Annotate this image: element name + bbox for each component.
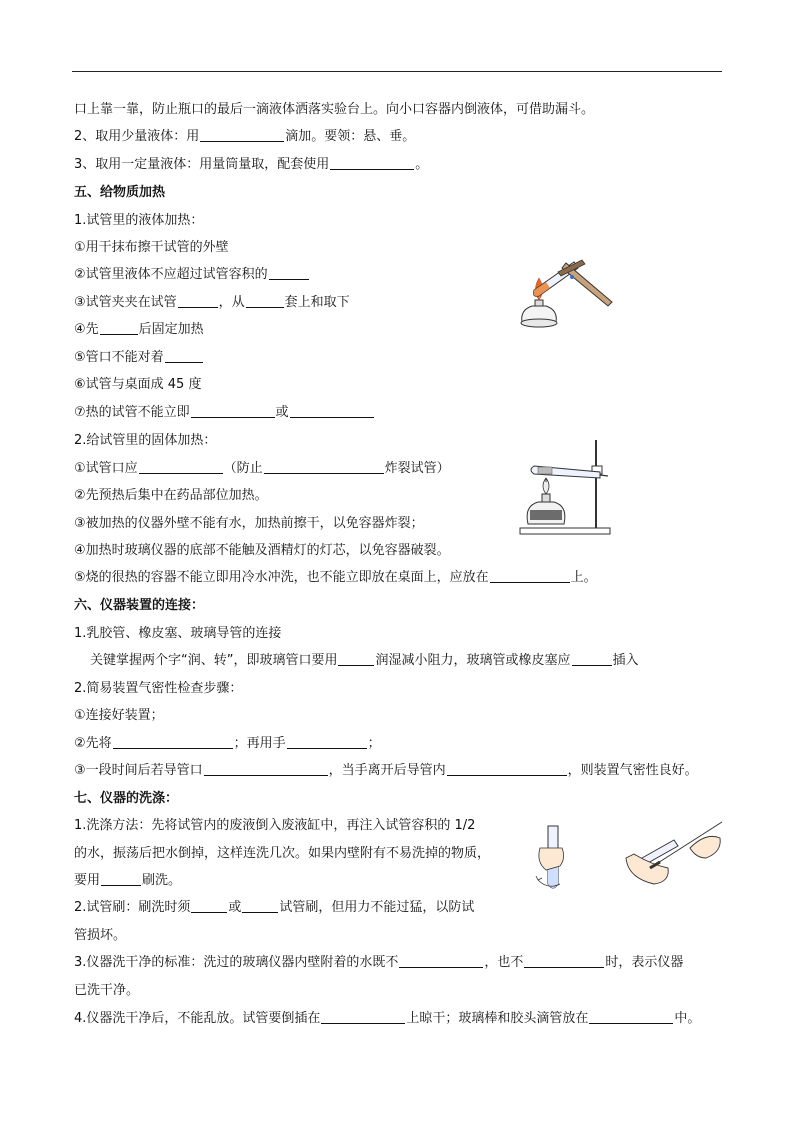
text-line: 1.乳胶管、橡皮塞、玻璃导管的连接 [74,626,282,641]
fill-blank[interactable] [589,1011,673,1024]
text-line: ③一段时间后若导管口 ，当手离开后导管内 ，则装置气密性良好。 [74,763,698,778]
text-line: 2、取用少量液体：用 滴加。要领：悬、垂。 [74,129,416,144]
fill-blank[interactable] [524,955,604,968]
fill-blank[interactable] [178,295,218,308]
text-line: ⑥试管与桌面成 45 度 [74,377,202,392]
text-line: 4.仪器洗干净后，不能乱放。试管要倒插在 上晾干；玻璃棒和胶头滴管放在 中。 [74,1011,701,1026]
text-line: 管损坏。 [74,928,127,943]
text-line: 3.仪器洗干净的标准：洗过的玻璃仪器内壁附着的水既不 ，也不 时，表示仪器 [74,955,684,970]
text-line: 关键掌握两个字“润、转”，即玻璃管口要用 润湿减小阻力，玻璃管或橡皮塞应 插入 [90,653,639,668]
text-line: ⑦热的试管不能立即 或 [74,405,375,421]
section-heading: 五、给物质加热 [74,185,166,200]
fill-blank[interactable] [100,322,138,335]
text-line: 2.试管刷：刷洗时须 或 试管刷，但用力不能过猛，以防试 [74,900,475,915]
fill-blank[interactable] [290,405,374,418]
test-tube-liquid-heating-icon [512,250,618,338]
text-line: ④先 后固定加热 [74,322,204,337]
header-rule [72,71,722,72]
text-line: ①连接好装置； [74,708,164,723]
text-line: ③被加热的仪器外壁不能有水，加热前擦干，以免容器炸裂； [74,516,424,531]
text-line: 已洗干净。 [74,983,140,998]
fill-blank[interactable] [200,129,284,142]
fill-blank[interactable] [139,461,223,474]
fill-blank[interactable] [264,461,384,474]
fill-blank[interactable] [447,763,567,776]
fill-blank[interactable] [321,1011,405,1024]
fill-blank[interactable] [330,157,414,170]
text-line: 要用 刷洗。 [74,873,182,888]
fill-blank[interactable] [572,653,612,666]
text-line: ⑤管口不能对着 [74,350,204,366]
fill-blank[interactable] [269,267,309,280]
test-tube-solid-heating-icon [516,436,616,536]
fill-blank[interactable] [338,653,374,666]
test-tube-washing-icon [530,818,730,908]
section-heading: 六、仪器装置的连接： [74,598,205,613]
text-line: ①用干抹布擦干试管的外壁 [74,240,229,255]
fill-blank[interactable] [191,405,275,418]
text-line: ③试管夹夹在试管 ，从 套上和取下 [74,295,350,310]
text-line: ④加热时玻璃仪器的底部不能触及酒精灯的灯芯，以免容器破裂。 [74,543,450,558]
text-line: 2.给试管里的固体加热： [74,433,217,448]
text-line: ⑤烧的很热的容器不能立即用冷水冲洗，也不能立即放在桌面上，应放在 上。 [74,570,597,585]
fill-blank[interactable] [399,955,483,968]
text-line: ②试管里液体不应超过试管容积的 [74,267,310,283]
text-line: 口上靠一靠，防止瓶口的最后一滴液体洒落实验台上。向小口容器内倒液体，可借助漏斗。 [74,102,595,117]
fill-blank[interactable] [242,900,278,913]
text-line: 的水，振荡后把水倒掉，这样连洗几次。如果内壁附有不易洗掉的物质， [74,846,491,861]
text-line: ②先将 ；再用手 ； [74,736,381,751]
fill-blank[interactable] [204,763,328,776]
text-line: ①试管口应 （防止 炸裂试管） [74,461,450,476]
text-line: 1.洗涤方法：先将试管内的废液倒入废液缸中，再注入试管容积的 1/2 [74,818,476,833]
fill-blank[interactable] [191,900,227,913]
text-line: 1.试管里的液体加热： [74,213,204,228]
fill-blank[interactable] [113,736,233,749]
fill-blank[interactable] [101,873,141,886]
fill-blank[interactable] [165,350,203,363]
section-heading: 七、仪器的洗涤： [74,791,179,806]
fill-blank[interactable] [246,295,284,308]
text-line: 2.简易装置气密性检查步骤： [74,681,243,696]
fill-blank[interactable] [490,570,570,583]
text-line: ②先预热后集中在药品部位加热。 [74,488,268,503]
fill-blank[interactable] [287,736,367,749]
text-line: 3、取用一定量液体：用量筒量取，配套使用 。 [74,157,429,172]
